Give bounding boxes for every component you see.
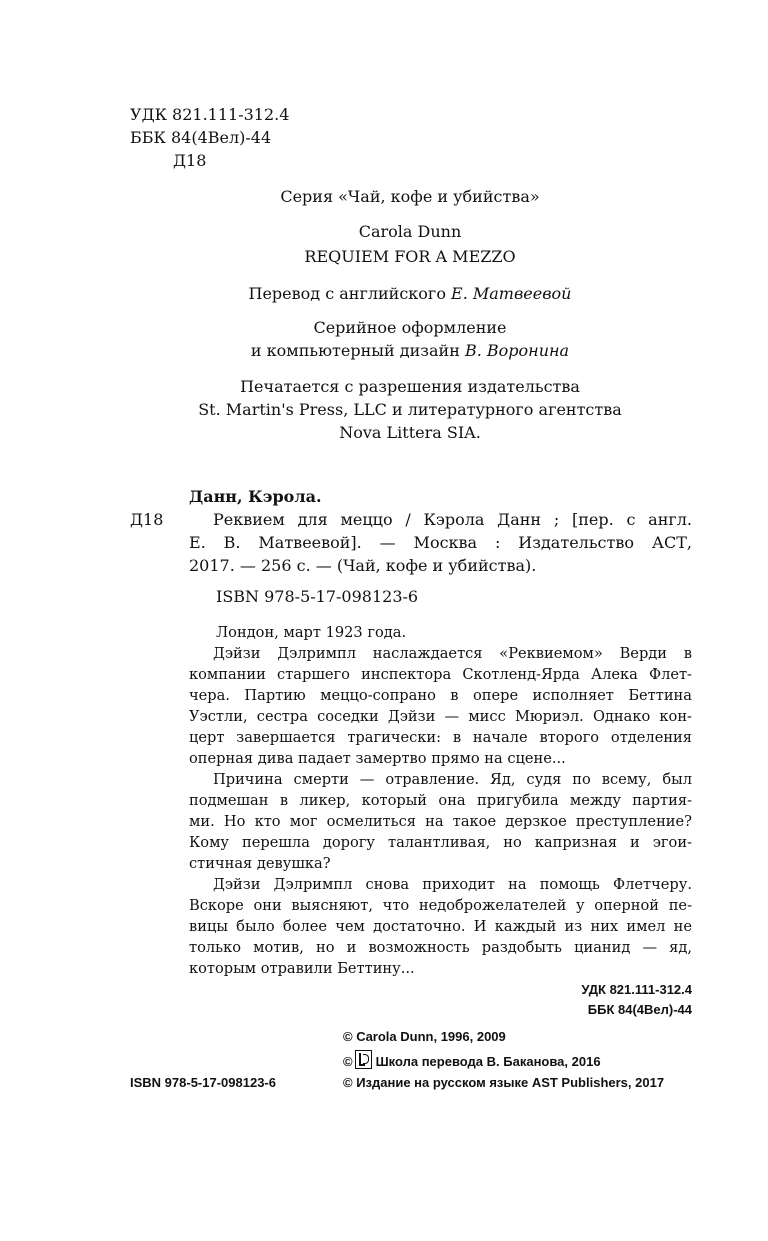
copyright-line: © Издание на русском языке AST Publishers, 2017: [343, 1075, 665, 1090]
copyright-sign: ©: [343, 1054, 353, 1069]
annotation-line: оперная дива падает замертво прямо на сцене...: [189, 750, 566, 767]
author-heading: Данн, Кэрола.: [189, 487, 322, 506]
annotation-bbk: ББК 84(4Вел)-44: [587, 1002, 692, 1017]
designer-name: В. Воронина: [464, 341, 570, 360]
annotation-line: Лондон, март 1923 года.: [216, 624, 407, 641]
udk-code: УДК 821.111-312.4: [130, 105, 290, 124]
annotation-line: Дэйзи Дэлримпл наслаждается «Реквиемом» Верди в: [213, 645, 692, 662]
record-line: Е. В. Матвеевой]. — Москва : Издательство АСТ,: [189, 533, 692, 552]
annotation-line: стичная девушка?: [189, 855, 331, 872]
annotation-line: Уэстли, сестра соседки Дэйзи — мисс Мюриэл. Однако кон-: [189, 708, 692, 725]
copyright-line: © Carola Dunn, 1996, 2009: [343, 1029, 506, 1044]
copyright-isbn: ISBN 978-5-17-098123-6: [130, 1075, 276, 1090]
bakanov-school-logo-icon: [355, 1050, 372, 1069]
design-prefix: и компьютерный дизайн: [250, 341, 465, 360]
author-mark: Д18: [173, 151, 207, 170]
annotation-line: Вскоре они выясняют, что недоброжелателей у оперной пе-: [189, 897, 692, 914]
annotation-line: вицы было более чем достаточно. И каждый из них имел не: [189, 918, 692, 935]
record-line: Реквием для меццо / Кэрола Данн ; [пер. с англ.: [213, 510, 692, 529]
annotation-line: Причина смерти — отравление. Яд, судя по всему, был: [213, 771, 692, 788]
isbn: ISBN 978-5-17-098123-6: [216, 587, 419, 606]
annotation-line: ми. Но кто мог осмелиться на такое дерзкое преступление?: [189, 813, 692, 830]
annotation-udk: УДК 821.111-312.4: [581, 982, 692, 997]
annotation-line: только мотив, но и возможность раздобыть цианид — яд,: [189, 939, 692, 956]
original-author: Carola Dunn: [358, 222, 462, 241]
annotation-line: Дэйзи Дэлримпл снова приходит на помощь Флетчеру.: [213, 876, 692, 893]
annotation-line: церт завершается трагически: в начале второго отделения: [189, 729, 692, 746]
copyright-holder: Школа перевода В. Баканова, 2016: [375, 1054, 601, 1069]
permission-line: Nova Littera SIA.: [339, 423, 481, 442]
original-title: REQUIEM FOR A MEZZO: [304, 247, 516, 266]
bibliographic-mark: Д18: [130, 510, 164, 529]
translator-name: Е. Матвеевой: [451, 284, 572, 303]
permission-line: Печатается с разрешения издательства: [240, 377, 580, 396]
annotation-line: которым отравили Беттину...: [189, 960, 415, 977]
bbk-code: ББК 84(4Вел)-44: [130, 128, 272, 147]
series-name: Серия «Чай, кофе и убийства»: [280, 187, 540, 206]
record-line: 2017. — 256 с. — (Чай, кофе и убийства).: [189, 556, 537, 575]
annotation-line: Кому перешла дорогу талантливая, но капризная и эгои-: [189, 834, 692, 851]
permission-line: St. Martin's Press, LLC и литературного агентства: [198, 400, 622, 419]
annotation-line: чера. Партию меццо-сопрано в опере исполняет Беттина: [189, 687, 692, 704]
translation-credit: [130, 283, 690, 305]
translation-prefix: Перевод с английского: [248, 284, 452, 303]
annotation-line: подмешан в ликер, который она пригубила между партия-: [189, 792, 692, 809]
design-credit-line1: Серийное оформление: [313, 318, 507, 337]
copyright-line-bakanov: [343, 1050, 601, 1072]
annotation-line: компании старшего инспектора Скотленд-Ярда Алека Флет-: [189, 666, 692, 683]
design-credit-line2: [130, 340, 690, 362]
